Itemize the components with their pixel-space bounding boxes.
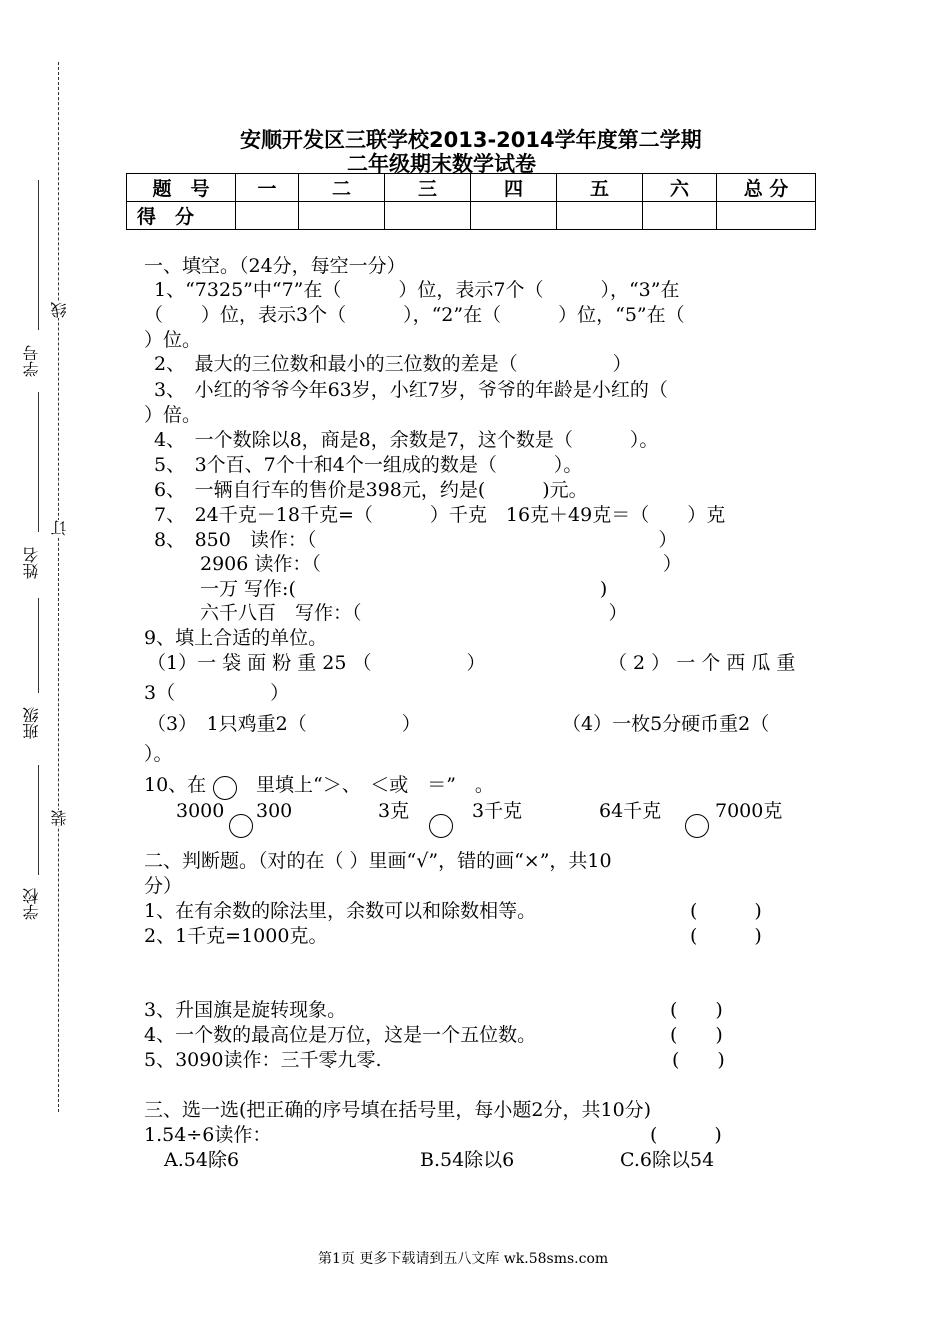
question-1-line1: 1、“7325”中“7”在（ ）位，表示7个（ ），“3”在	[154, 279, 680, 301]
margin-underline-3	[38, 598, 39, 693]
question-9-4-cont: ）。	[144, 743, 173, 765]
compare-item: 64千克	[599, 800, 662, 822]
margin-label-xuexiao: 学校	[22, 888, 41, 920]
margin-underline-2	[38, 392, 39, 532]
judge-question-3: 3、升国旗是旋转现象。	[144, 999, 347, 1021]
question-1-line2: （ ）位，表示3个（ ），“2”在（ ）位，“5”在（	[144, 304, 685, 326]
margin-underline-4	[38, 765, 39, 875]
score-row-label: 得 分	[127, 202, 236, 230]
question-9-1: （1）一 袋 面 粉 重 25 （ ）	[147, 652, 486, 674]
question-9-4: （4）一枚5分硬币重2（	[562, 713, 770, 735]
question-3-line2: ）倍。	[144, 404, 202, 426]
question-8-line3: 一万 写作:( )	[200, 578, 608, 600]
compare-circle-example	[213, 776, 237, 800]
judge-answer-3[interactable]: ( )	[670, 999, 723, 1021]
question-7: 7、 24千克－18千克=（ ）千克 16克＋49克＝（ ）克	[154, 504, 726, 526]
choice-option-b: B.54除以6	[420, 1149, 515, 1171]
question-10-prefix: 10、在	[144, 774, 207, 796]
margin-underline-1	[38, 180, 39, 330]
compare-item: 7000克	[715, 800, 783, 822]
question-6: 6、 一辆自行车的售价是398元，约是( )元。	[154, 479, 588, 501]
choice-question-1: 1.54÷6读作：	[144, 1124, 272, 1146]
margin-label-xian: 线	[50, 302, 69, 318]
compare-circle[interactable]	[685, 814, 709, 838]
section3-heading: 三、选一选(把正确的序号填在括号里，每小题2分，共10分)	[144, 1099, 652, 1121]
score-header-cell: 一	[236, 174, 299, 202]
score-header-cell: 四	[471, 174, 557, 202]
choice-option-c: C.6除以54	[620, 1149, 715, 1171]
question-8-line4: 六千八百 写作：（ ）	[200, 602, 628, 624]
question-10-text: 里填上“＞、 ＜或 ＝” 。	[256, 774, 494, 796]
score-cell[interactable]	[385, 202, 471, 230]
compare-item: 3克	[378, 800, 410, 822]
question-5: 5、 3个百、7个十和4个一组成的数是（ ）。	[154, 454, 583, 476]
judge-answer-1[interactable]: ( )	[690, 900, 762, 922]
score-header-cell: 总 分	[717, 174, 816, 202]
margin-label-banji: 班级	[22, 707, 41, 739]
margin-label-ding: 订	[50, 520, 69, 536]
exam-title-line2: 二年级期末数学试卷	[347, 152, 536, 176]
judge-answer-2[interactable]: ( )	[690, 925, 762, 947]
compare-item: 300	[256, 800, 293, 822]
score-header-cell: 六	[643, 174, 717, 202]
score-header-cell: 题 号	[127, 174, 236, 202]
margin-label-xuehao: 学号	[22, 345, 41, 377]
question-9-2-cont: 3（ ）	[144, 682, 290, 704]
page-footer: 第1页 更多下载请到五八文库 wk.58sms.com	[318, 1251, 609, 1267]
margin-label-zhuang: 装	[50, 810, 69, 826]
question-8-line2: 2906 读作：（ ）	[200, 553, 682, 575]
judge-answer-4[interactable]: ( )	[670, 1024, 723, 1046]
question-9-3: （3） 1只鸡重2（ ）	[147, 713, 421, 735]
compare-item: 3千克	[472, 800, 523, 822]
compare-circle[interactable]	[429, 814, 453, 838]
binding-dashed-line	[58, 62, 59, 1112]
score-cell[interactable]	[299, 202, 385, 230]
section2-heading-line1: 二、判断题。（对的在（ ）里画“√”，错的画“×”，共10	[144, 850, 612, 872]
judge-question-2: 2、1千克=1000克。	[144, 925, 328, 947]
judge-question-1: 1、在有余数的除法里，余数可以和除数相等。	[144, 900, 537, 922]
judge-question-5: 5、3090读作：三千零九零.	[144, 1049, 382, 1071]
margin-label-xingming: 姓名	[22, 547, 41, 579]
question-3-line1: 3、 小红的爷爷今年63岁，小红7岁，爷爷的年龄是小红的（	[154, 379, 668, 401]
question-2: 2、 最大的三位数和最小的三位数的差是（ ）	[154, 353, 632, 375]
score-cell[interactable]	[236, 202, 299, 230]
question-8-line1: 8、 850 读作：（ ）	[154, 529, 678, 551]
score-table	[126, 173, 816, 230]
section1-heading: 一、填空。（24分，每空一分）	[144, 255, 406, 277]
score-cell[interactable]	[471, 202, 557, 230]
choice-option-a: A.54除6	[164, 1149, 240, 1171]
score-cell[interactable]	[717, 202, 816, 230]
judge-question-4: 4、一个数的最高位是万位，这是一个五位数。	[144, 1024, 537, 1046]
section2-heading-line2: 分）	[144, 875, 183, 897]
score-header-cell: 五	[557, 174, 643, 202]
score-header-cell: 三	[385, 174, 471, 202]
compare-item: 3000	[176, 800, 225, 822]
score-header-cell: 二	[299, 174, 385, 202]
question-9-2: （ 2 ） 一 个 西 瓜 重	[608, 652, 796, 674]
compare-circle[interactable]	[229, 814, 253, 838]
score-cell[interactable]	[643, 202, 717, 230]
exam-title-line1: 安顺开发区三联学校2013-2014学年度第二学期	[240, 128, 702, 152]
score-cell[interactable]	[557, 202, 643, 230]
question-1-line3: ）位。	[144, 329, 202, 351]
question-9: 9、填上合适的单位。	[144, 627, 328, 649]
choice-answer-1[interactable]: ( )	[650, 1124, 722, 1146]
question-4: 4、 一个数除以8，商是8，余数是7，这个数是（ ）。	[154, 429, 659, 451]
judge-answer-5[interactable]: ( )	[672, 1049, 725, 1071]
